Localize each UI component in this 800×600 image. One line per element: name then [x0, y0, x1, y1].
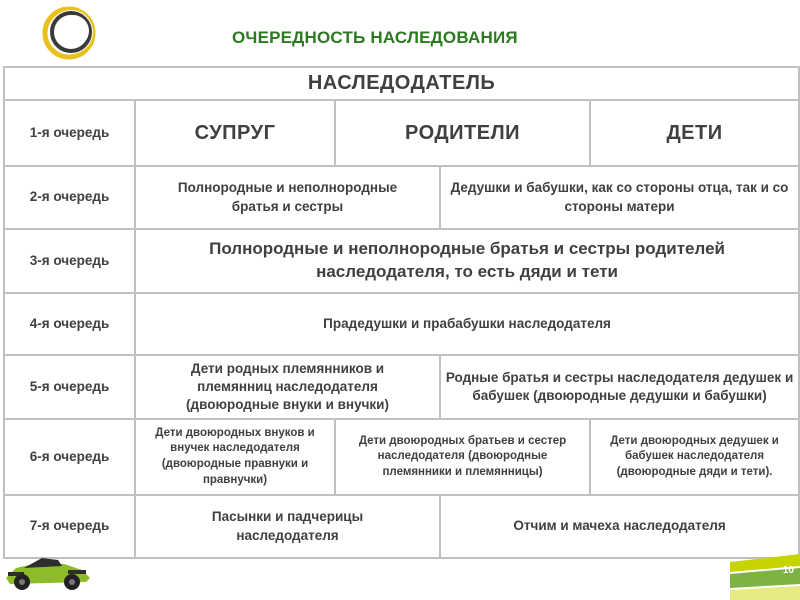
corner-decoration-icon — [730, 554, 800, 600]
inheritance-table — [3, 66, 800, 559]
heir-cell: Прадедушки и прабабушки наследодателя — [135, 293, 799, 355]
queue-label: 5-я очередь — [4, 355, 135, 419]
table-row — [4, 355, 799, 419]
heir-cell: РОДИТЕЛИ — [335, 100, 590, 166]
table-row — [4, 100, 799, 166]
heir-cell: Дети двоюродных дедушек и бабушек наследодателя (двоюродные дяди и тети). — [590, 419, 799, 495]
page-title: ОЧЕРЕДНОСТЬ НАСЛЕДОВАНИЯ — [232, 28, 518, 47]
logo-ring-icon — [38, 2, 100, 64]
heir-cell: Дети двоюродных внуков и внучек наследодателя (двоюродные правнуки и правнучки) — [135, 419, 335, 495]
heir-cell: Дедушки и бабушки, как со стороны отца, так и со стороны матери — [440, 166, 799, 229]
table-row — [4, 67, 799, 100]
queue-label: 3-я очередь — [4, 229, 135, 293]
heir-cell: Отчим и мачеха наследодателя — [440, 495, 799, 558]
table-row — [4, 166, 799, 229]
table-row — [4, 229, 799, 293]
table-row — [4, 419, 799, 495]
heir-cell: Пасынки и падчерицы наследодателя — [135, 495, 440, 558]
queue-label: 2-я очередь — [4, 166, 135, 229]
heir-cell: Родные братья и сестры наследодателя дедушек и бабушек (двоюродные дедушки и бабушки) — [440, 355, 799, 419]
table-row — [4, 495, 799, 558]
heir-cell: Дети родных племянников и племянниц наследодателя (двоюродные внуки и внучки) — [135, 355, 440, 419]
heir-cell: Полнородные и неполнородные братья и сестры — [135, 166, 440, 229]
queue-label: 7-я очередь — [4, 495, 135, 558]
heir-cell: ДЕТИ — [590, 100, 799, 166]
heir-cell: СУПРУГ — [135, 100, 335, 166]
heir-cell: Полнородные и неполнородные братья и сестры родителей наследодателя, то есть дяди и тети — [135, 229, 799, 293]
heir-cell: Дети двоюродных братьев и сестер наследодателя (двоюродные племянники и племянницы) — [335, 419, 590, 495]
testator-heading: НАСЛЕДОДАТЕЛЬ — [4, 67, 799, 100]
race-car-icon — [2, 548, 94, 592]
queue-label: 1-я очередь — [4, 100, 135, 166]
queue-label: 4-я очередь — [4, 293, 135, 355]
queue-label: 6-я очередь — [4, 419, 135, 495]
page-number: 10 — [782, 565, 794, 576]
table-row — [4, 293, 799, 355]
